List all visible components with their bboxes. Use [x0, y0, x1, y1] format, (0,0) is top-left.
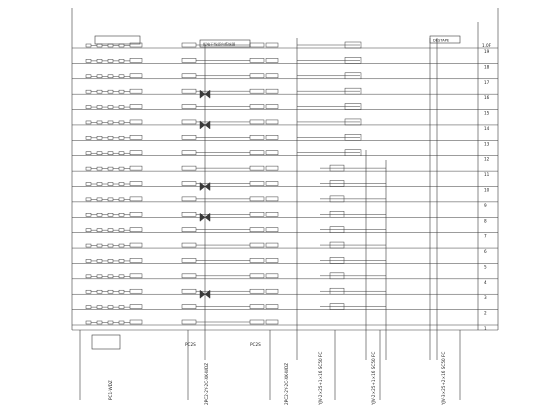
floor-panel-box: [266, 151, 278, 155]
floor-panel-box: [182, 212, 196, 216]
floor-number-label: 12: [484, 156, 490, 162]
device-box: [97, 306, 102, 309]
device-box: [108, 106, 113, 109]
floor-number-label: 5: [484, 264, 487, 270]
floor-panel-box: [250, 105, 264, 109]
floor-panel-box: [266, 105, 278, 109]
device-box: [119, 259, 124, 262]
floor-panel-box: [182, 305, 196, 309]
floor-panel-box: [182, 151, 196, 155]
floor-panel-box: [250, 274, 264, 278]
floor-panel-box: [266, 258, 278, 262]
floor-number-label: 17: [484, 79, 490, 85]
floor-panel-box: [130, 182, 142, 186]
floor-panel-box: [130, 166, 142, 170]
device-box: [97, 244, 102, 247]
device-box: [119, 290, 124, 293]
floor-panel-box: [266, 135, 278, 139]
floor-panel-box: [266, 89, 278, 93]
device-box: [97, 229, 102, 232]
device-box: [119, 321, 124, 324]
device-box: [119, 75, 124, 78]
floor-panel-box: [266, 43, 278, 47]
device-box: [108, 198, 113, 201]
device-box: [119, 213, 124, 216]
floor-panel-box: [250, 289, 264, 293]
bottom-label-3: 2PC2-2Y-2C-XK-WDZ: [284, 362, 289, 405]
device-box: [119, 136, 124, 139]
device-box: [108, 229, 113, 232]
device-box: [119, 183, 124, 186]
floor-panel-box: [266, 74, 278, 78]
floor-panel-box: [130, 258, 142, 262]
device-box: [86, 306, 91, 309]
floor-number-label: 11: [484, 172, 490, 178]
col2-header-label: 配电干线竖向系统图: [203, 42, 236, 47]
device-box: [97, 75, 102, 78]
floor-panel-box: [266, 289, 278, 293]
top-floor-label: 1.0F: [482, 43, 492, 48]
floor-panel-box: [182, 135, 196, 139]
floor-panel-box: [130, 305, 142, 309]
floor-panel-box: [130, 243, 142, 247]
floor-panel-box: [130, 320, 142, 324]
device-box: [97, 275, 102, 278]
device-box: [108, 121, 113, 124]
device-box: [97, 59, 102, 62]
device-box: [119, 152, 124, 155]
floor-number-label: 6: [484, 249, 487, 255]
device-box: [108, 213, 113, 216]
floor-panel-box: [266, 243, 278, 247]
device-box: [86, 167, 91, 170]
device-box: [108, 321, 113, 324]
device-box: [97, 198, 102, 201]
device-box: [86, 106, 91, 109]
floor-panel-box: [182, 74, 196, 78]
device-box: [86, 198, 91, 201]
floor-number-label: 10: [484, 187, 490, 193]
floor-panel-box: [250, 43, 264, 47]
device-box: [97, 321, 102, 324]
floor-number-label: 18: [484, 64, 490, 70]
device-box: [97, 183, 102, 186]
floor-panel-box: [182, 58, 196, 62]
right-tag-label: DESTAPE: [433, 38, 450, 43]
floor-panel-box: [266, 320, 278, 324]
device-box: [97, 106, 102, 109]
floor-panel-box: [182, 289, 196, 293]
floor-panel-box: [266, 274, 278, 278]
device-box: [119, 167, 124, 170]
floor-panel-box: [130, 89, 142, 93]
floor-panel-box: [266, 197, 278, 201]
device-box: [97, 290, 102, 293]
floor-panel-box: [250, 305, 264, 309]
bottom-label-6: YJV-3×25+2×16 SC50 FC: [441, 351, 446, 405]
device-box: [97, 152, 102, 155]
device-box: [86, 213, 91, 216]
device-box: [86, 75, 91, 78]
floor-panel-box: [130, 135, 142, 139]
floor-panel-box: [182, 120, 196, 124]
floor-panel-box: [250, 243, 264, 247]
floor-number-label: 19: [484, 49, 490, 54]
floor-panel-box: [266, 58, 278, 62]
floor-panel-box: [250, 135, 264, 139]
bottom-label-4: YJV-2×25+1×16 SC50 FC: [318, 351, 323, 405]
floor-panel-box: [182, 182, 196, 186]
device-box: [108, 244, 113, 247]
device-box: [108, 44, 113, 47]
floor-number-label: 9: [484, 202, 487, 208]
device-box: [119, 198, 124, 201]
device-box: [86, 244, 91, 247]
floor-number-label: 14: [484, 125, 490, 131]
bottom-distribution-panel: [92, 335, 120, 349]
device-box: [97, 90, 102, 93]
floor-panel-box: [250, 228, 264, 232]
floor-panel-box: [250, 74, 264, 78]
bottom-label-2: 2PC2-2Y-2C-XK-WDZ: [204, 362, 209, 405]
floor-panel-box: [250, 89, 264, 93]
col2-tag-upper: PC2S: [185, 342, 196, 347]
device-box: [119, 306, 124, 309]
device-box: [97, 259, 102, 262]
device-box: [86, 229, 91, 232]
floor-panel-box: [266, 305, 278, 309]
floor-panel-box: [250, 212, 264, 216]
device-box: [86, 136, 91, 139]
device-box: [108, 259, 113, 262]
floor-number-label: 16: [484, 95, 490, 101]
floor-panel-box: [130, 151, 142, 155]
device-box: [86, 183, 91, 186]
floor-panel-box: [182, 43, 196, 47]
device-box: [86, 259, 91, 262]
floor-panel-box: [182, 258, 196, 262]
device-box: [108, 275, 113, 278]
device-box: [119, 106, 124, 109]
floor-panel-box: [266, 166, 278, 170]
floor-number-label: 3: [484, 295, 487, 301]
device-box: [86, 121, 91, 124]
device-box: [97, 44, 102, 47]
floor-panel-box: [130, 120, 142, 124]
device-box: [108, 90, 113, 93]
floor-panel-box: [130, 105, 142, 109]
floor-panel-box: [250, 166, 264, 170]
device-box: [97, 136, 102, 139]
device-box: [108, 152, 113, 155]
floor-number-label: 8: [484, 218, 487, 224]
device-box: [119, 244, 124, 247]
device-box: [86, 321, 91, 324]
device-box: [108, 183, 113, 186]
device-box: [119, 59, 124, 62]
floor-panel-box: [266, 182, 278, 186]
floor-number-label: 15: [484, 110, 490, 116]
bottom-label-5: YJV-2×25+1×16 SC50 FC: [371, 351, 376, 405]
col2-tag-lower: PC2S: [250, 342, 261, 347]
floor-panel-box: [266, 212, 278, 216]
floor-panel-box: [130, 74, 142, 78]
device-box: [119, 44, 124, 47]
floor-panel-box: [250, 151, 264, 155]
floor-panel-box: [250, 320, 264, 324]
floor-panel-box: [250, 182, 264, 186]
device-box: [86, 59, 91, 62]
floor-number-label: 4: [484, 279, 487, 285]
floor-panel-box: [182, 166, 196, 170]
floor-panel-box: [182, 243, 196, 247]
floor-number-label: 13: [484, 141, 490, 147]
floor-panel-box: [182, 105, 196, 109]
device-box: [86, 290, 91, 293]
device-box: [108, 136, 113, 139]
floor-panel-box: [182, 320, 196, 324]
floor-panel-box: [250, 120, 264, 124]
floor-panel-box: [250, 58, 264, 62]
device-box: [97, 121, 102, 124]
floor-panel-box: [130, 289, 142, 293]
device-box: [119, 90, 124, 93]
device-box: [119, 229, 124, 232]
device-box: [108, 167, 113, 170]
device-box: [108, 306, 113, 309]
floor-panel-box: [266, 120, 278, 124]
floor-number-label: 7: [484, 233, 487, 239]
floor-panel-box: [250, 258, 264, 262]
floor-panel-box: [266, 228, 278, 232]
device-box: [108, 75, 113, 78]
floor-panel-box: [250, 197, 264, 201]
device-box: [86, 44, 91, 47]
floor-number-label: 1: [484, 326, 487, 331]
floor-panel-box: [130, 274, 142, 278]
bottom-label-1: PC1-WDZ: [108, 380, 113, 400]
floor-panel-box: [130, 212, 142, 216]
device-box: [108, 290, 113, 293]
floor-panel-box: [182, 274, 196, 278]
device-box: [86, 152, 91, 155]
floor-panel-box: [182, 89, 196, 93]
floor-panel-box: [182, 197, 196, 201]
device-box: [97, 167, 102, 170]
floor-panel-box: [130, 197, 142, 201]
device-box: [119, 121, 124, 124]
device-box: [119, 275, 124, 278]
floor-panel-box: [130, 228, 142, 232]
device-box: [86, 275, 91, 278]
floor-panel-box: [182, 228, 196, 232]
device-box: [86, 90, 91, 93]
device-box: [97, 213, 102, 216]
floor-number-label: 2: [484, 310, 487, 316]
device-box: [108, 59, 113, 62]
floor-panel-box: [130, 58, 142, 62]
